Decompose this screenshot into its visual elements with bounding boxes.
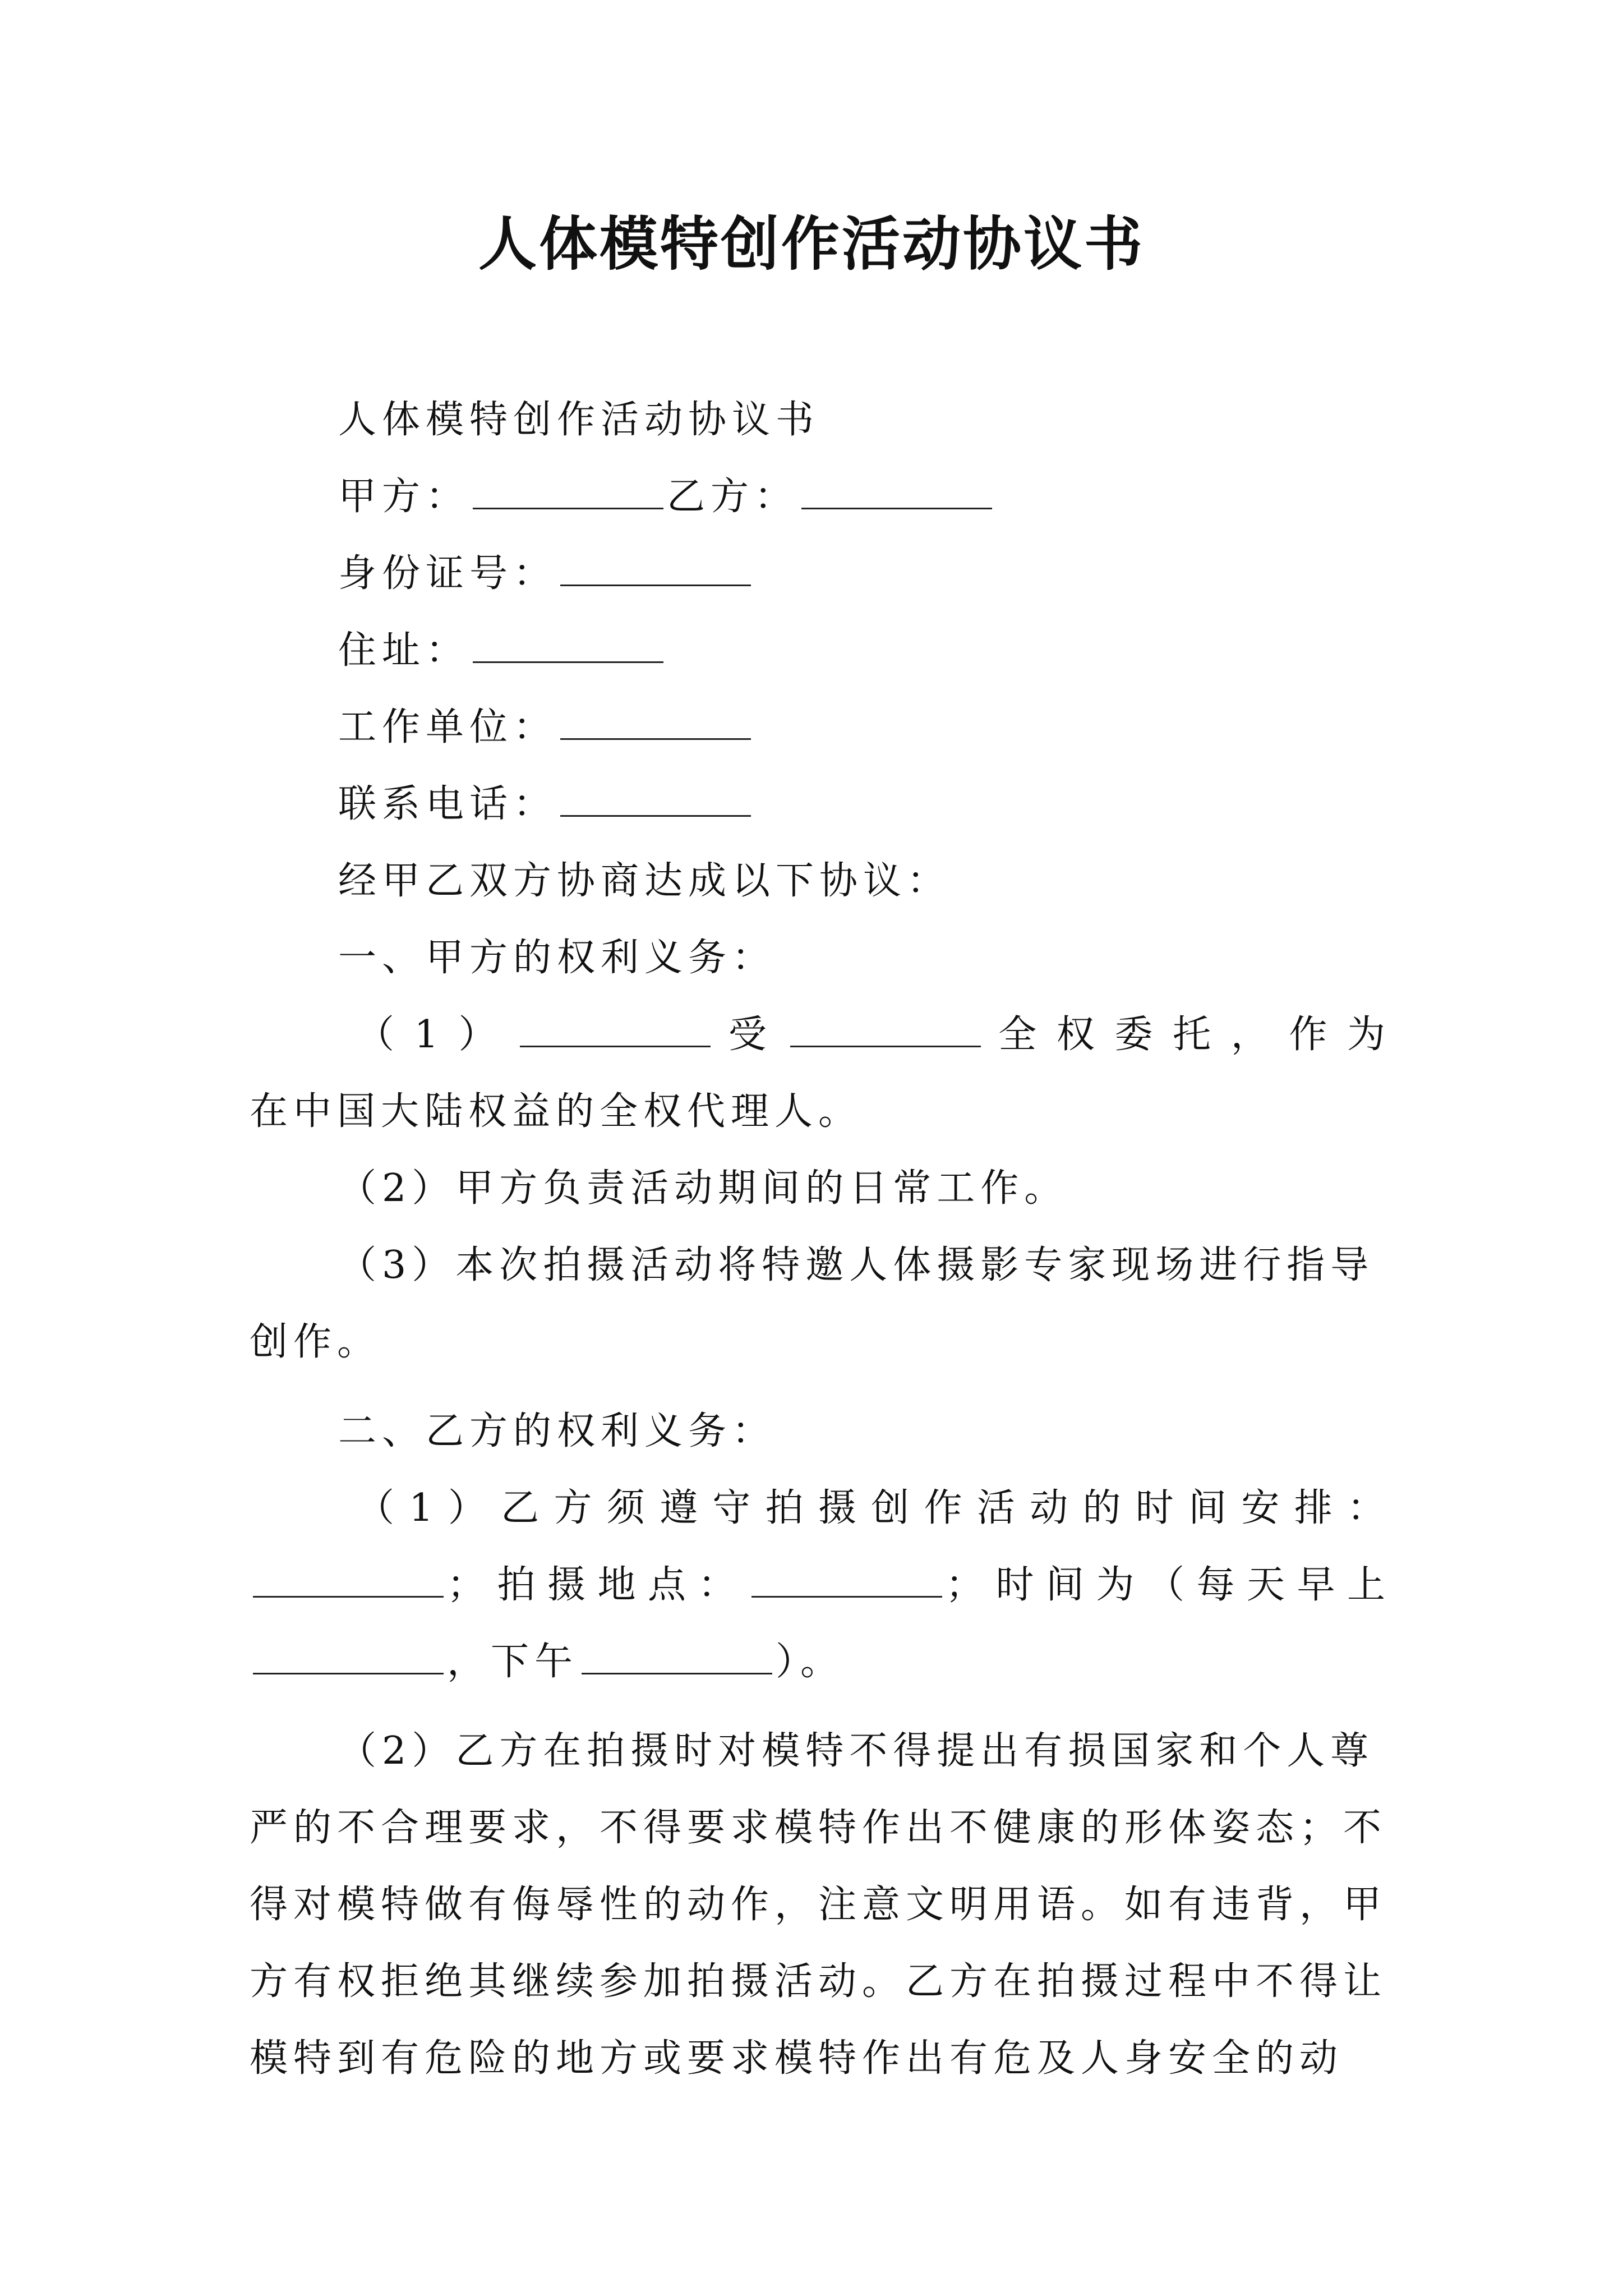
s2-item2-text2: 严的不合理要求，不得要求模特作出不健康的形体姿态；不 xyxy=(250,1806,1387,1850)
phone-blank xyxy=(560,777,751,817)
s2-item1-l3b: ）。 xyxy=(776,1640,845,1684)
parties-line xyxy=(250,458,1391,535)
s2-item1-line1 xyxy=(250,1470,1391,1547)
s1-item1-line2 xyxy=(250,1073,1391,1150)
heading-text: 人体模特创作活动协议书 xyxy=(338,398,820,442)
s1-item1-cont: 在中国大陆权益的全权代理人。 xyxy=(250,1089,863,1134)
work-unit-line xyxy=(250,689,1391,766)
s2-item1-l2b: ；时间为（每天早上 xyxy=(946,1563,1391,1607)
party-a-label: 甲方： xyxy=(338,475,470,519)
id-label: 身份证号： xyxy=(338,551,557,596)
s1-item3-text1: （3）本次拍摄活动将特邀人体摄影专家现场进行指导 xyxy=(338,1243,1375,1287)
section2-title xyxy=(250,1393,1391,1470)
id-blank xyxy=(560,546,751,586)
s1-item3-text2: 创作。 xyxy=(250,1320,381,1364)
s1-item1-prefix: （1） xyxy=(356,1013,517,1057)
party-a-blank xyxy=(473,470,663,509)
party-b-blank xyxy=(801,470,992,509)
s2-item2-text1: （2）乙方在拍摄时对模特不得提出有损国家和个人尊 xyxy=(338,1729,1375,1773)
s1-item1-blank2 xyxy=(790,1007,981,1047)
heading-line xyxy=(250,381,1391,458)
work-unit-blank xyxy=(560,700,751,740)
document-title: 人体模特创作活动协议书 xyxy=(478,209,1145,278)
s2-item2-line5 xyxy=(250,2020,1391,2097)
item-gap xyxy=(250,1700,1391,1713)
phone-label: 联系电话： xyxy=(338,782,557,826)
s2-item1-text1: （1）乙方须遵守拍摄创作活动的时间安排： xyxy=(356,1486,1391,1530)
s2-item2-line2 xyxy=(250,1789,1391,1866)
section-gap xyxy=(250,1381,1391,1393)
intro-text: 经甲乙双方协商达成以下协议： xyxy=(338,859,951,903)
work-unit-label: 工作单位： xyxy=(338,705,557,749)
address-label: 住址： xyxy=(338,628,470,673)
s2-item1-line3 xyxy=(250,1623,1391,1700)
s2-item2-text3: 得对模特做有侮辱性的动作，注意文明用语。如有违背，甲 xyxy=(250,1883,1387,1927)
intro-line xyxy=(250,843,1391,919)
s2-item2-text4: 方有权拒绝其继续参加拍摄活动。乙方在拍摄过程中不得让 xyxy=(250,1959,1387,2004)
s2-time-blank xyxy=(253,1558,444,1598)
id-line xyxy=(250,535,1391,612)
document-body xyxy=(250,381,1391,2097)
s2-item2-line1 xyxy=(250,1713,1391,1789)
s1-item1-blank1 xyxy=(520,1007,711,1047)
s1-item1-mid1: 受 xyxy=(714,1013,787,1057)
s2-item2-line4 xyxy=(250,1943,1391,2020)
s1-item2-text: （2）甲方负责活动期间的日常工作。 xyxy=(338,1166,1068,1211)
s1-item3-line1 xyxy=(250,1227,1391,1304)
address-blank xyxy=(473,623,663,663)
s2-item1-l3a: ，下午 xyxy=(447,1640,579,1684)
section2-title-text: 二、乙方的权利义务： xyxy=(338,1409,776,1453)
s1-item3-line2 xyxy=(250,1304,1391,1381)
s1-item2-line xyxy=(250,1150,1391,1227)
s2-item1-line2 xyxy=(250,1547,1391,1623)
phone-line xyxy=(250,766,1391,843)
party-b-label: 乙方： xyxy=(667,475,799,519)
s2-morning-blank xyxy=(253,1635,444,1674)
address-line xyxy=(250,612,1391,689)
s2-location-blank xyxy=(751,1558,942,1598)
s2-item2-line3 xyxy=(250,1866,1391,1943)
s2-afternoon-blank xyxy=(582,1635,772,1674)
s1-item1-mid2: 全权委托，作为 xyxy=(984,1013,1391,1057)
s2-item1-l2a: ；拍摄地点： xyxy=(447,1563,748,1607)
section1-title-text: 一、甲方的权利义务： xyxy=(338,936,776,980)
s1-item1-line1 xyxy=(250,996,1391,1073)
section1-title xyxy=(250,919,1391,996)
s2-item2-text5: 模特到有危险的地方或要求模特作出有危及人身安全的动 xyxy=(250,2036,1344,2081)
